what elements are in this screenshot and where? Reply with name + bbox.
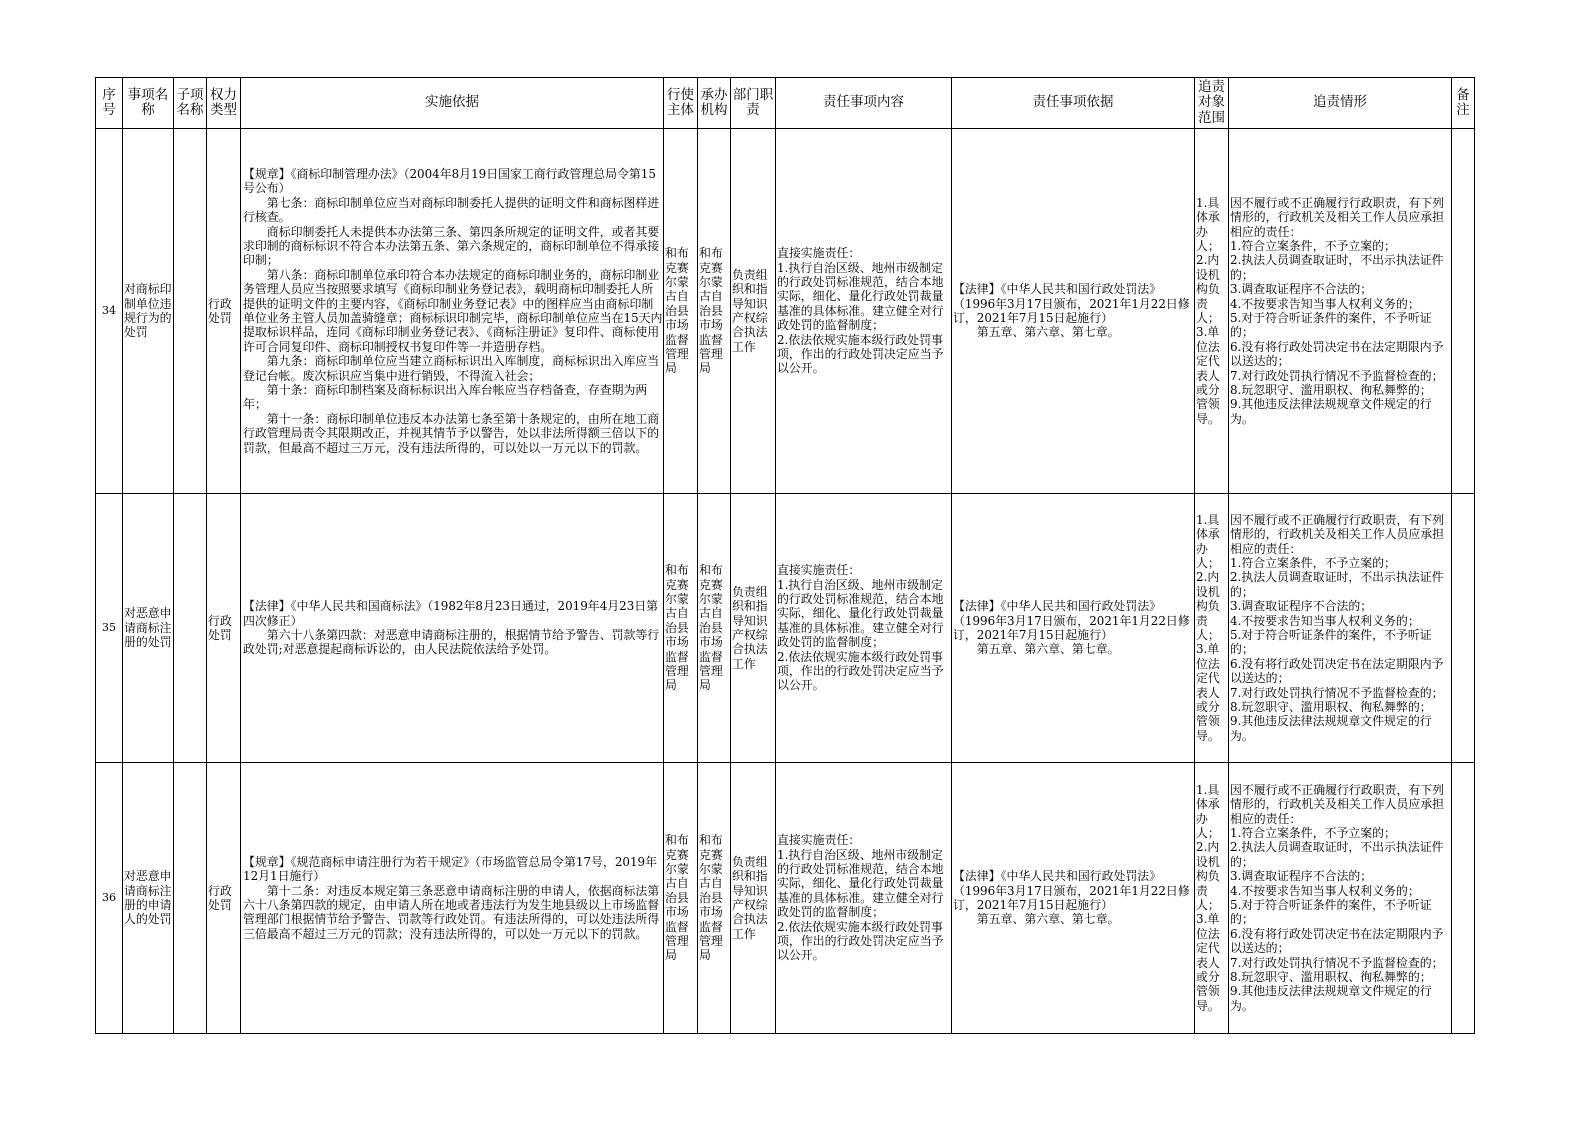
case-line: 2.执法人员调查取证时，不出示执法证件的；	[1230, 840, 1444, 869]
case-line: 5.对于符合听证条件的案件，不予听证的；	[1230, 628, 1432, 657]
header-row	[96, 78, 1475, 129]
case-line: 1.符合立案条件，不予立案的；	[1230, 555, 1396, 570]
case-line: 因不履行或不正确履行行政职责，有下列情形的，行政机关及相关工作人员应承担相应的责任：	[1230, 195, 1445, 239]
case-line: 9.其他违反法律法规规章文件规定的行为。	[1230, 397, 1432, 426]
header-sub-item: 子项名称	[174, 78, 207, 129]
responsibility-line: 1.执行自治区级、地州市级制定的行政处罚标准规范，结合本地实际，细化、量化行政处罚裁量基准的具体标准。建立健全对行政处罚的监督制度；	[777, 847, 944, 920]
power-type-cell: 行政处罚	[207, 494, 241, 763]
case-line: 2.执法人员调查取证时，不出示执法证件的；	[1230, 253, 1444, 282]
responsibility-line: 直接实施责任：	[777, 833, 861, 848]
item-name-cell: 对恶意申请商标注册的申请人的处罚	[123, 763, 174, 1034]
item-name-cell: 对商标印制单位违规行为的处罚	[123, 129, 174, 494]
header-executor: 行使主体	[664, 78, 698, 129]
responsibility-basis-cell	[952, 129, 1195, 494]
responsibility-line: 2.依法依规实施本级行政处罚事项，作出的行政处罚决定应当予以公开。	[777, 649, 944, 693]
basis-cell	[241, 494, 664, 763]
power-type-cell: 行政处罚	[207, 129, 241, 494]
remark-cell	[1452, 763, 1475, 1034]
duty-cell: 负责组织和指导知识产权综合执法工作	[731, 129, 776, 494]
header-responsibility-basis: 责任事项依据	[952, 78, 1195, 129]
duty-cell: 负责组织和指导知识产权综合执法工作	[731, 763, 776, 1034]
scope-line: 3.单位法定代表人或分管领导。	[1196, 642, 1220, 743]
executor-cell: 和布克赛尔蒙古自治县市场监督管理局	[664, 763, 698, 1034]
table-row	[96, 129, 1475, 494]
header-duty: 部门职责	[731, 78, 776, 129]
scope-line: 2.内设机构负责人；	[1196, 570, 1220, 642]
case-line: 7.对行政处罚执行情况不予监督检查的；	[1230, 955, 1444, 970]
header-responsibility: 责任事项内容	[776, 78, 952, 129]
basis-cell	[241, 763, 664, 1034]
header-remark: 备注	[1452, 78, 1475, 129]
responsibility-cell	[776, 763, 952, 1034]
basis-paragraph: 【法律】《中华人民共和国商标法》（1982年8月23日通过，2019年4月23日第四次修正）	[243, 599, 659, 628]
scope-line: 3.单位法定代表人或分管领导。	[1196, 912, 1220, 1013]
index-cell: 35	[96, 494, 123, 763]
case-line: 因不履行或不正确履行行政职责，有下列情形的，行政机关及相关工作人员应承担相应的责任：	[1230, 782, 1445, 826]
responsibility-basis-cell	[952, 494, 1195, 763]
basis-paragraph: 第八条：商标印制单位承印符合本办法规定的商标印制业务的，商标印制业务管理人员应当按照要求填写《商标印制业务登记表》，载明商标印制委托人所提供的证明文件的主要内容，《商标印制业务登记表》中的图样应当由商标印制单位业务主管人员加盖骑缝章；商标标识印制完毕，商标印制单位应当在15天内提取标识样品，连同《商标印制业务登记表》、《商标注册证》复印件、商标使用许可合同复印件、商标印制授权书复印件等一并造册存档。	[243, 267, 663, 354]
responsibility-basis-line: 【法律】《中华人民共和国行政处罚法》（1996年3月17日颁布，2021年1月22日修订，2021年7月15日起施行）	[953, 599, 1190, 642]
basis-paragraph: 商标印制委托人未提供本办法第三条、第四条所规定的证明文件，或者其要求印制的商标标识不符合本办法第五条、第六条规定的，商标印制单位不得承接印制；	[243, 224, 660, 268]
responsibility-basis-line: 【法律】《中华人民共和国行政处罚法》（1996年3月17日颁布，2021年1月22日修订，2021年7月15日起施行）	[953, 869, 1190, 912]
case-line: 8.玩忽职守、滥用职权、徇私舞弊的；	[1230, 970, 1432, 985]
header-handler: 承办机构	[698, 78, 731, 129]
case-line: 9.其他违反法律法规规章文件规定的行为。	[1230, 984, 1432, 1013]
case-line: 4.不按要求告知当事人权利义务的；	[1230, 613, 1420, 628]
responsibility-line: 1.执行自治区级、地州市级制定的行政处罚标准规范，结合本地实际，细化、量化行政处罚裁量基准的具体标准。建立健全对行政处罚的监督制度；	[777, 260, 944, 333]
case-line: 5.对于符合听证条件的案件，不予听证的；	[1230, 898, 1432, 927]
responsibility-line: 直接实施责任：	[777, 563, 861, 578]
table-row	[96, 763, 1475, 1034]
case-line: 6.没有将行政处罚决定书在法定期限内予以送达的；	[1230, 656, 1444, 686]
basis-paragraph: 第十二条：对违反本规定第三条恶意申请商标注册的申请人，依据商标法第六十八条第四款的规定，由申请人所在地或者违法行为发生地县级以上市场监督管理部门根据情节给予警告、罚款等行政处罚。有违法所得的，可以处违法所得三倍最高不超过三万元的罚款；没有违法所得的，可以处一万元以下的罚款。	[243, 883, 660, 941]
case-line: 8.玩忽职守、滥用职权、徇私舞弊的；	[1230, 700, 1432, 715]
header-item-name: 事项名称	[123, 78, 174, 129]
header-index: 序号	[96, 78, 123, 129]
responsibility-cell	[776, 129, 952, 494]
case-line: 5.对于符合听证条件的案件，不予听证的；	[1230, 311, 1432, 340]
basis-paragraph: 第九条：商标印制单位应当建立商标标识出入库制度，商标标识出入库应当登记台帐。废次标识应当集中进行销毁，不得流入社会；	[243, 354, 660, 383]
scope-line: 1.具体承办人；	[1196, 782, 1220, 840]
basis-paragraph: 第十条：商标印制档案及商标标识出入库台帐应当存档备查，存查期为两年；	[243, 383, 648, 412]
responsibility-line: 1.执行自治区级、地州市级制定的行政处罚标准规范，结合本地实际，细化、量化行政处罚裁量基准的具体标准。建立健全对行政处罚的监督制度；	[777, 577, 944, 650]
case-line: 6.没有将行政处罚决定书在法定期限内予以送达的；	[1230, 926, 1444, 956]
responsibility-line: 2.依法依规实施本级行政处罚事项，作出的行政处罚决定应当予以公开。	[777, 332, 944, 376]
item-name-cell: 对恶意申请商标注册的处罚	[123, 494, 174, 763]
case-line: 3.调查取证程序不合法的；	[1230, 599, 1373, 614]
case-line: 7.对行政处罚执行情况不予监督检查的；	[1230, 368, 1444, 383]
header-power-type: 权力类型	[207, 78, 241, 129]
case-line: 1.符合立案条件，不予立案的；	[1230, 825, 1396, 840]
executor-cell: 和布克赛尔蒙古自治县市场监督管理局	[664, 129, 698, 494]
responsibility-line: 2.依法依规实施本级行政处罚事项，作出的行政处罚决定应当予以公开。	[777, 919, 944, 963]
sub-item-cell	[174, 129, 207, 494]
case-line: 1.符合立案条件，不予立案的；	[1230, 238, 1396, 253]
responsibility-line: 直接实施责任：	[777, 246, 861, 261]
case-line: 8.玩忽职守、滥用职权、徇私舞弊的；	[1230, 383, 1432, 398]
accountability-cases-cell	[1229, 763, 1452, 1034]
responsibility-cell	[776, 494, 952, 763]
handler-cell: 和布克赛尔蒙古自治县市场监督管理局	[698, 494, 731, 763]
remark-cell	[1452, 129, 1475, 494]
sub-item-cell	[174, 494, 207, 763]
power-type-cell: 行政处罚	[207, 763, 241, 1034]
accountability-scope-cell	[1195, 763, 1229, 1034]
case-line: 6.没有将行政处罚决定书在法定期限内予以送达的；	[1230, 339, 1444, 369]
case-line: 4.不按要求告知当事人权利义务的；	[1230, 296, 1420, 311]
case-line: 4.不按要求告知当事人权利义务的；	[1230, 883, 1420, 898]
handler-cell: 和布克赛尔蒙古自治县市场监督管理局	[698, 763, 731, 1034]
header-basis: 实施依据	[241, 78, 664, 129]
case-line: 因不履行或不正确履行行政职责，有下列情形的，行政机关及相关工作人员应承担相应的责任：	[1230, 512, 1445, 556]
remark-cell	[1452, 494, 1475, 763]
scope-line: 2.内设机构负责人；	[1196, 840, 1220, 912]
responsibility-list-table	[95, 77, 1475, 1034]
executor-cell: 和布克赛尔蒙古自治县市场监督管理局	[664, 494, 698, 763]
basis-cell	[241, 129, 664, 494]
table-row	[96, 494, 1475, 763]
case-line: 3.调查取证程序不合法的；	[1230, 282, 1373, 297]
case-line: 9.其他违反法律法规规章文件规定的行为。	[1230, 714, 1432, 743]
responsibility-basis-cell	[952, 763, 1195, 1034]
handler-cell: 和布克赛尔蒙古自治县市场监督管理局	[698, 129, 731, 494]
scope-line: 3.单位法定代表人或分管领导。	[1196, 325, 1220, 426]
basis-paragraph: 【规章】《商标印制管理办法》（2004年8月19日国家工商行政管理总局令第15号公布）	[243, 166, 656, 196]
index-cell: 34	[96, 129, 123, 494]
case-line: 7.对行政处罚执行情况不予监督检查的；	[1230, 685, 1444, 700]
responsibility-basis-line: 第五章、第六章、第七章。	[976, 325, 1120, 340]
responsibility-basis-line: 【法律】《中华人民共和国行政处罚法》（1996年3月17日颁布，2021年1月22日修订，2021年7月15日起施行）	[953, 282, 1190, 325]
scope-line: 2.内设机构负责人；	[1196, 253, 1220, 325]
scope-line: 1.具体承办人；	[1196, 512, 1220, 570]
duty-cell: 负责组织和指导知识产权综合执法工作	[731, 494, 776, 763]
header-accountability-cases: 追责情形	[1229, 78, 1452, 129]
case-line: 2.执法人员调查取证时，不出示执法证件的；	[1230, 570, 1444, 599]
accountability-cases-cell	[1229, 129, 1452, 494]
scope-line: 1.具体承办人；	[1196, 195, 1220, 253]
basis-paragraph: 第十一条：商标印制单位违反本办法第七条至第十条规定的，由所在地工商行政管理局责令其限期改正，并视其情节予以警告，处以非法所得额三倍以下的罚款，但最高不超过三万元，没有违法所得的，可以处以一万元以下的罚款。	[243, 411, 660, 455]
basis-paragraph: 第六十八条第四款：对恶意申请商标注册的，根据情节给予警告、罚款等行政处罚;对恶意提起商标诉讼的，由人民法院依法给予处罚。	[243, 628, 660, 657]
header-accountability-scope: 追责对象范围	[1195, 78, 1229, 129]
responsibility-basis-line: 第五章、第六章、第七章。	[976, 642, 1120, 657]
basis-paragraph: 第七条：商标印制单位应当对商标印制委托人提供的证明文件和商标图样进行核查。	[243, 195, 660, 225]
responsibility-basis-line: 第五章、第六章、第七章。	[976, 912, 1120, 927]
sub-item-cell	[174, 763, 207, 1034]
index-cell: 36	[96, 763, 123, 1034]
accountability-cases-cell	[1229, 494, 1452, 763]
case-line: 3.调查取证程序不合法的；	[1230, 869, 1373, 884]
accountability-scope-cell	[1195, 494, 1229, 763]
basis-paragraph: 【规章】《规范商标申请注册行为若干规定》（市场监管总局令第17号，2019年12月1日施行）	[243, 854, 657, 884]
accountability-scope-cell	[1195, 129, 1229, 494]
